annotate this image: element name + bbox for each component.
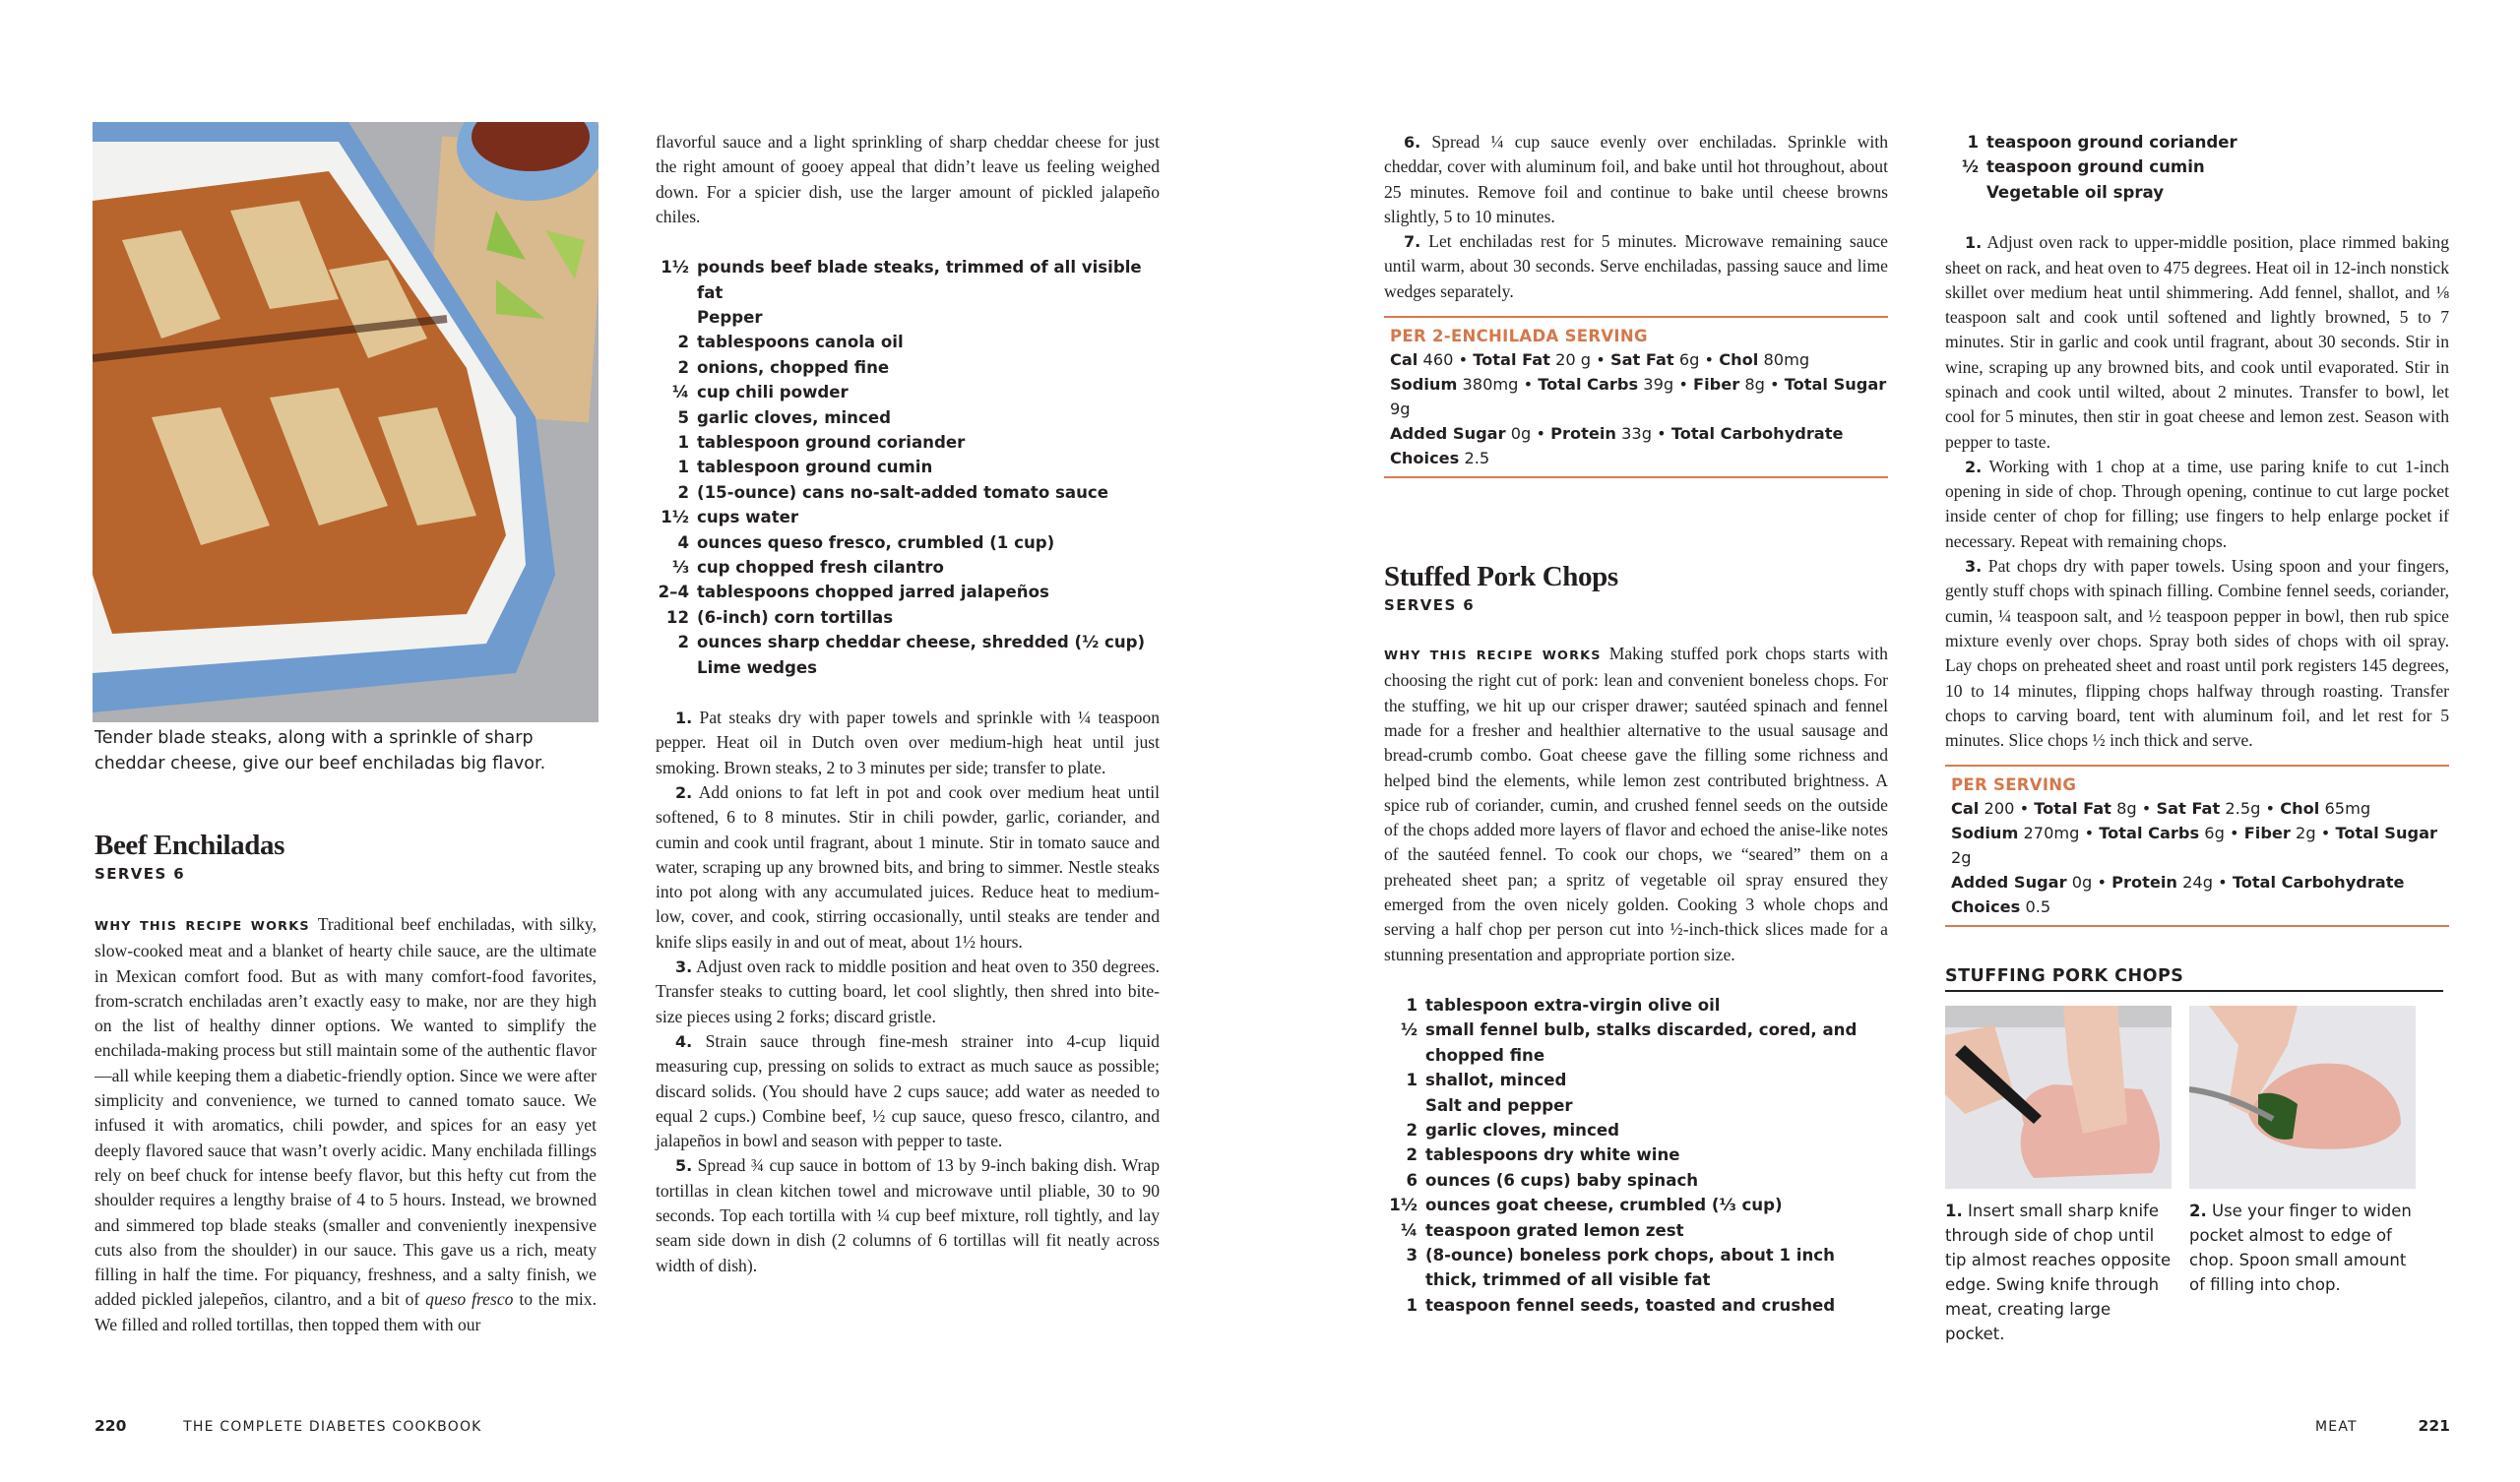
step-text: Let enchiladas rest for 5 minutes. Microwave remaining sauce until warm, about 30 seconds. Serve enchiladas, passing sauce and lime wedges separately. [1384, 231, 1888, 301]
step-text: Pat chops dry with paper towels. Using spoon and your fingers, gently stuff chops with spinach filling. Combine fennel seeds, coriander, cumin, ¼ teaspoon salt, and ½ teaspoon pepper in bowl, then rub spice mixture evenly over chops. Spray both sides of chops with oil spray. Lay chops on preheated sheet and roast until pork registers 145 degrees, 10 to 14 minutes, flipping chops halfway through roasting. Transfer chops to carving board, tent with aluminum foil, and let rest for 5 minutes. Slice chops ½ inch thick and serve. [1945, 556, 2449, 751]
ingredient-quantity: 1 [677, 433, 689, 453]
ingredient-item [1384, 1093, 1888, 1118]
step-text: Working with 1 chop at a time, use paring knife to cut 1-inch opening in side of chop. Through opening, continue to cut large pocket inside center of chop for filling; use fingers to help enlarge pocket if necessary. Repeat with remaining chops. [1945, 456, 2449, 551]
nutrition-heading: PER 2-ENCHILADA SERVING [1390, 327, 1648, 346]
ingredient-text: tablespoon ground coriander [697, 433, 966, 453]
ingredient-quantity [1384, 1093, 1425, 1118]
step-photos [1945, 1006, 2443, 1346]
ingredient-text: teaspoon ground coriander [1986, 133, 2237, 152]
ingredient-quantity: 5 [677, 407, 689, 427]
ingredient-quantity: 3 [1406, 1246, 1418, 1265]
step-number: 3. [1965, 557, 1983, 577]
ingredient-text: garlic cloves, minced [697, 407, 891, 427]
method-step [1945, 554, 2449, 753]
step-photo-2 [2189, 1006, 2416, 1346]
sidebar-title: STUFFING PORK CHOPS [1945, 966, 2443, 992]
why-this-recipe-works: WHY THIS RECIPE WORKS Making stuffed pork chops starts with choosing the right cut of pork: lean and convenient boneless chops. For the stuffing, we hit up our crisper drawer; sautéed spinach and fennel made for a fresher and healthier alternative to the usual sausage and bread-crumb combo. Goat cheese gave the filling some richness and helped bind the elements, while lemon zest contributed brightness. A spice rub of coriander, cumin, and crushed fennel seeds on the outside of the chops added more layers of flavor and echoed the anise-like notes of the sautéed fennel. To cook our chops, we “seared” them on a preheated sheet pan; a spritz of vegetable oil spray ensured they emerged from the oven nicely golden. Cooking 3 whole chops and serving a half chop per person cut into ½-inch-thick slices made for a stunning presentation and appropriate portion size. [1384, 644, 1888, 964]
step-number: 4. [675, 1031, 693, 1051]
nutrient-label: Total Fat [1473, 350, 1550, 370]
nutrition-line [1390, 372, 1888, 421]
nutrient-value: 20 g [1555, 350, 1592, 370]
bullet-separator: • [1591, 350, 1610, 370]
method-step [1945, 230, 2449, 455]
ingredient-quantity: 1 [1967, 133, 1979, 152]
serves-label: SERVES 6 [94, 865, 186, 883]
method-steps [1945, 230, 2449, 753]
ingredient-quantity: 2 [677, 633, 689, 652]
nutrient-value: 2.5 [1464, 449, 1490, 468]
step-number: 1. [1965, 233, 1983, 253]
ingredient-item [1384, 1142, 1888, 1167]
nutrient-label: Fiber [2243, 824, 2291, 843]
enchiladas-photo [93, 122, 598, 722]
ingredient-quantity: ⅓ [671, 558, 689, 578]
step-number: 2. [675, 782, 693, 802]
ingredient-item [656, 530, 1160, 555]
step-text: Pat steaks dry with paper towels and sprinkle with ¼ teaspoon pepper. Heat oil in Dutch oven over medium-high heat until just smoking. Brown steaks, 2 to 3 minutes per side; transfer to plate. [656, 708, 1160, 777]
ingredient-quantity: 4 [677, 532, 689, 552]
ingredient-quantity: 1 [1406, 995, 1418, 1015]
method-step [656, 1029, 1160, 1153]
nutrient-value: 0g [1510, 424, 1532, 444]
nutrient-label: Sodium [1951, 824, 2019, 843]
nutrient-label: Sat Fat [2156, 799, 2221, 819]
method-steps-continued [1384, 130, 1888, 304]
step-number: 2. [1965, 457, 1983, 476]
bullet-separator: • [2212, 873, 2233, 893]
stuffing-chop-photo [2189, 1006, 2416, 1189]
running-head: THE COMPLETE DIABETES COOKBOOK [183, 1419, 482, 1435]
ingredient-quantity: 1 [1406, 1071, 1418, 1090]
nutrition-line [1951, 796, 2449, 821]
nutrient-label: Fiber [1693, 375, 1740, 395]
bullet-separator: • [2079, 824, 2100, 843]
ingredient-quantity: 12 [665, 607, 689, 627]
nutrition-line [1390, 421, 1888, 470]
nutrient-value: 8g [1744, 375, 1765, 395]
nutrient-value: 0.5 [2025, 897, 2051, 917]
ingredient-item [656, 630, 1160, 654]
ingredient-quantity [656, 655, 697, 680]
ingredient-item [1945, 180, 2449, 205]
bullet-separator: • [2224, 824, 2244, 843]
step-text: Spread ¾ cup sauce in bottom of 13 by 9-inch baking dish. Wrap tortillas in clean kitchen towel and microwave until pliable, 30 to 90 seconds. Top each tortilla with ¼ cup beef mixture, roll tightly, and lay seam side down in dish (2 columns of 6 tortillas will fit neatly across width of dish). [656, 1155, 1160, 1275]
nutrition-line [1390, 347, 1888, 372]
nutrition-box-enchiladas [1384, 316, 1888, 478]
ingredient-quantity: 2 [677, 482, 689, 502]
ingredient-item [656, 305, 1160, 330]
section-name: MEAT [2315, 1419, 2358, 1435]
method-step [1384, 130, 1888, 229]
ingredient-text: teaspoon ground cumin [1986, 157, 2205, 177]
bullet-separator: • [1518, 375, 1539, 395]
nutrient-label: Total Carbohydrate Choices [1390, 424, 1844, 468]
ingredient-text: pounds beef blade steaks, trimmed of all visible fat [697, 258, 1142, 302]
nutrient-label: Sodium [1390, 375, 1458, 395]
ingredient-text: Lime wedges [697, 657, 818, 677]
ingredient-text: teaspoon grated lemon zest [1425, 1220, 1684, 1240]
ingredient-text: Vegetable oil spray [1986, 182, 2165, 202]
nutrient-value: 24g [2182, 873, 2213, 893]
ingredient-quantity: 1½ [661, 258, 689, 278]
method-step [656, 955, 1160, 1029]
ingredient-text: ounces queso fresco, crumbled (1 cup) [697, 532, 1055, 552]
nutrient-label: Total Carbohydrate Choices [1951, 873, 2405, 917]
ingredient-text: teaspoon fennel seeds, toasted and crushed [1425, 1295, 1836, 1315]
bullet-separator: • [2136, 799, 2157, 819]
stuffing-pork-chops-sidebar [1945, 966, 2449, 1346]
ingredient-text: (8-ounce) boneless pork chops, about 1 inch thick, trimmed of all visible fat [1425, 1246, 1835, 1290]
ingredient-item [656, 380, 1160, 404]
nutrient-label: Added Sugar [1951, 873, 2067, 893]
ingredient-item [1384, 1018, 1888, 1068]
method-step [656, 706, 1160, 780]
nutrient-value: 2.5g [2225, 799, 2261, 819]
nutrition-line [1951, 821, 2449, 870]
step-text: Strain sauce through fine-mesh strainer into 4-cup liquid measuring cup, pressing on solids to extract as much sauce as possible; discard solids. (You should have 2 cups sauce; add water as needed to equal 2 cups.) Combine beef, ½ cup sauce, queso fresco, cilantro, and jalapeños in bowl and season with pepper to taste. [656, 1030, 1160, 1151]
nutrient-label: Total Carbs [2099, 824, 2200, 843]
step-number: 3. [675, 957, 693, 977]
nutrient-label: Cal [1390, 350, 1418, 370]
nutrient-value: 9g [1390, 400, 1411, 419]
step-number: 5. [675, 1156, 693, 1176]
why-this-recipe-works: WHY THIS RECIPE WORKS Traditional beef enchiladas, with silky, slow-cooked meat and a blanket of hearty chile sauce, are the ultimate in Mexican comfort food. But as with many comfort-food favorites, from-scratch enchiladas aren’t exactly easy to make, nor are they high on the list of healthy dinner options. We wanted to simplify the enchilada-making process but still maintain some of the authentic flavor—all while keeping them a diabetic-friendly option. Since we were after simplicity and convenience, we turned to canned tomato sauce. We infused it with aromatics, chili powder, and spices for an easy yet deeply flavored sauce that wasn’t overly acidic. Many enchilada fillings rely on beef chuck for intense beefy flavor, but this hefty cut from the shoulder requires a lengthy braise of 4 to 5 hours. Instead, we browned and simmered top blade steaks (smaller and conveniently inexpensive cuts also from the shoulder) in our sauce. This gave us a rich, meaty filling in half the time. For piquancy, freshness, and a salty finish, we added pickled jalepeños, cilantro, and a bit of queso fresco to the mix. We filled and rolled tortillas, then topped them with our [94, 914, 597, 1334]
nutrient-value: 39g [1643, 375, 1674, 395]
ingredient-list-continued [1945, 130, 2449, 205]
ingredient-text: ounces goat cheese, crumbled (⅓ cup) [1425, 1196, 1783, 1215]
ingredient-quantity: ¼ [671, 383, 689, 402]
bullet-separator: • [1764, 375, 1785, 395]
right-column-1 [1384, 130, 1888, 1318]
step-text: Adjust oven rack to middle position and heat oven to 350 degrees. Transfer steaks to cutting board, let cool slightly, then shred into bite-size pieces using 2 forks; discard gristle. [656, 957, 1160, 1026]
ingredient-text: Pepper [697, 308, 763, 327]
nutrient-value: 200 [1984, 799, 2015, 819]
nutrient-label: Total Fat [2034, 799, 2111, 819]
bullet-separator: • [2315, 824, 2336, 843]
ingredient-text: Salt and pepper [1425, 1095, 1573, 1115]
why-label: WHY THIS RECIPE WORKS [94, 919, 310, 934]
nutrient-value: 80mg [1763, 350, 1810, 370]
ingredient-item [656, 555, 1160, 580]
page-number: 220 [94, 1417, 127, 1435]
ingredient-quantity: ¼ [1400, 1220, 1418, 1240]
ingredient-text: ounces sharp cheddar cheese, shredded (½ cup) [697, 633, 1146, 652]
why-label: WHY THIS RECIPE WORKS [1384, 648, 1602, 664]
ingredient-item [656, 455, 1160, 479]
nutrient-value: 380mg [1462, 375, 1519, 395]
ingredient-text: tablespoons dry white wine [1425, 1145, 1680, 1165]
bullet-separator: • [2092, 873, 2112, 893]
step-caption-2: 2. Use your finger to widen pocket almost to edge of chop. Spoon small amount of filling into chop. [2189, 1202, 2412, 1295]
ingredient-item [1384, 1068, 1888, 1092]
ingredient-item [656, 430, 1160, 455]
nutrition-box-pork [1945, 765, 2449, 927]
ingredient-item [656, 505, 1160, 529]
ingredient-list [656, 255, 1160, 680]
ingredient-text: small fennel bulb, stalks discarded, cored, and chopped fine [1425, 1020, 1858, 1065]
ingredient-text: tablespoons chopped jarred jalapeños [697, 583, 1049, 602]
recipe-title: Stuffed Pork Chops [1384, 561, 1618, 593]
nutrient-label: Protein [1550, 424, 1616, 444]
ingredient-item [1945, 130, 2449, 154]
nutrient-value: 0g [2071, 873, 2093, 893]
nutrient-label: Total Sugar [1784, 375, 1887, 395]
nutrient-label: Total Carbs [1538, 375, 1639, 395]
nutrient-value: 270mg [2023, 824, 2080, 843]
nutrient-label: Added Sugar [1390, 424, 1506, 444]
ingredient-text: tablespoon extra-virgin olive oil [1425, 995, 1721, 1015]
nutrient-label: Cal [1951, 799, 1980, 819]
method-step [1384, 229, 1888, 304]
nutrient-label: Sat Fat [1609, 350, 1674, 370]
ingredient-quantity: 1 [677, 458, 689, 477]
nutrient-value: 6g [1678, 350, 1700, 370]
nutrient-value: 6g [2204, 824, 2225, 843]
ingredient-quantity [1945, 180, 1986, 205]
ingredient-quantity: 1½ [661, 508, 689, 527]
ingredient-quantity: 6 [1406, 1170, 1418, 1190]
bullet-separator: • [1531, 424, 1551, 444]
page-number: 221 [2418, 1417, 2450, 1435]
nutrition-heading: PER SERVING [1951, 775, 2077, 795]
ingredient-item [656, 480, 1160, 505]
method-step [656, 780, 1160, 955]
ingredient-quantity: 1½ [1389, 1196, 1418, 1215]
ingredient-quantity: ½ [1961, 157, 1979, 177]
ingredient-text: garlic cloves, minced [1425, 1120, 1619, 1140]
nutrient-label: Total Sugar [2335, 824, 2437, 843]
step-number: 7. [1404, 232, 1421, 252]
ingredient-text: ounces (6 cups) baby spinach [1425, 1170, 1699, 1190]
beef-enchiladas-intro [94, 830, 597, 1337]
ingredient-text: shallot, minced [1425, 1071, 1567, 1090]
bullet-separator: • [1651, 424, 1671, 444]
ingredient-quantity: 1 [1406, 1295, 1418, 1315]
ingredient-text: onions, chopped fine [697, 357, 890, 377]
nutrient-value: 33g [1621, 424, 1652, 444]
nutrient-value: 2g [2296, 824, 2316, 843]
ingredient-text: cup chopped fresh cilantro [697, 558, 944, 578]
bullet-separator: • [1673, 375, 1694, 395]
method-step [656, 1153, 1160, 1277]
ingredient-quantity: 2–4 [658, 583, 689, 602]
ingredient-item [1384, 1243, 1888, 1293]
ingredient-item [656, 605, 1160, 630]
ingredient-text: cup chili powder [697, 383, 849, 402]
footer-left [94, 1417, 482, 1436]
nutrition-line [1951, 870, 2449, 919]
step-number: 1. [675, 709, 693, 728]
ingredient-quantity: 2 [1406, 1120, 1418, 1140]
ingredient-text: tablespoon ground cumin [697, 458, 933, 477]
step-text: Add onions to fat left in pot and cook over medium heat until softened, 6 to 8 minutes. Stir in chili powder, garlic, coriander, and cumin and cook until fragrant, about 1 minute. Stir in tomato sauce and water, scraping up any browned bits, and bring to simmer. Nestle steaks into pot along with any accumulated juices. Reduce heat to medium-low, cover, and cook, stirring occasionally, until steaks are tender and knife slips easily in and out of meat, about 1½ hours. [656, 781, 1160, 952]
nutrient-value: 2g [1951, 848, 1972, 868]
ingredient-text: (6-inch) corn tortillas [697, 607, 894, 627]
method-step [1945, 455, 2449, 554]
nutrient-label: Chol [2280, 799, 2320, 819]
step-text: Adjust oven rack to upper-middle position, place rimmed baking sheet on rack, and heat oven to 475 degrees. Heat oil in 12-inch nonstick skillet over medium heat until shimmering. Add fennel, shallot, and ⅛ teaspoon salt and cook until softened and lightly browned, 5 to 7 minutes. Stir in garlic and cook until fragrant, about 30 seconds. Stir in wine, scraping up any browned bits, and cook until evaporated. Stir in spinach and cook until wilted, about 2 minutes. Transfer to bowl, let cool for 5 minutes, then stir in goat cheese and lemon zest. Season with pepper to taste. [1945, 232, 2449, 452]
step-photo-1 [1945, 1006, 2172, 1346]
ingredient-quantity: ½ [1400, 1020, 1418, 1040]
step-text: Spread ¼ cup sauce evenly over enchiladas. Sprinkle with cheddar, cover with aluminum foil, and bake until hot throughout, about 25 minutes. Remove foil and continue to bake until cheese browns slightly, 5 to 10 minutes. [1384, 132, 1888, 226]
ingredient-item [1384, 1218, 1888, 1243]
bullet-separator: • [1699, 350, 1720, 370]
ingredient-quantity: 2 [1406, 1145, 1418, 1165]
ingredient-item [656, 655, 1160, 680]
stuffed-pork-chops-header [1384, 561, 1888, 614]
step-number: 6. [1404, 133, 1421, 152]
serves-label: SERVES 6 [1384, 596, 1476, 615]
nutrient-label: Chol [1719, 350, 1759, 370]
why-text-continued: flavorful sauce and a light sprinkling of sharp cheddar cheese for just the right amount of gooey appeal that didn’t leave us feeling weighed down. For a spicier dish, use the larger amount of pickled jalapeño chiles. [656, 132, 1160, 226]
nutrient-label: Protein [2111, 873, 2177, 893]
bullet-separator: • [2014, 799, 2035, 819]
ingredient-text: tablespoons canola oil [697, 333, 904, 352]
ingredient-text: cups water [697, 508, 799, 527]
ingredient-item [656, 255, 1160, 305]
ingredient-item [1384, 1293, 1888, 1318]
ingredient-quantity: 2 [677, 333, 689, 352]
ingredient-item [656, 405, 1160, 430]
footer-right [2315, 1417, 2450, 1436]
nutrient-value: 8g [2116, 799, 2137, 819]
ingredient-list [1384, 993, 1888, 1318]
photo-caption: Tender blade steaks, along with a sprinkle of sharp cheddar cheese, give our beef enchiladas big flavor. [94, 728, 546, 773]
bullet-separator: • [1453, 350, 1474, 370]
knife-cutting-chop-photo [1945, 1006, 2172, 1189]
nutrient-value: 460 [1422, 350, 1454, 370]
step-caption-1: 1. Insert small sharp knife through side of chop until tip almost reaches opposite edge. Swing knife through meat, creating large pocket. [1945, 1202, 2172, 1344]
bullet-separator: • [2260, 799, 2281, 819]
ingredient-item [656, 330, 1160, 354]
ingredient-item [1945, 154, 2449, 179]
method-steps [656, 706, 1160, 1278]
ingredient-text: (15-ounce) cans no-salt-added tomato sauce [697, 482, 1108, 502]
ingredient-item [656, 580, 1160, 604]
ingredient-item [1384, 993, 1888, 1018]
ingredient-quantity [656, 305, 697, 330]
ingredient-item [1384, 1118, 1888, 1142]
ingredient-item [656, 355, 1160, 380]
nutrient-value: 65mg [2324, 799, 2371, 819]
beef-enchiladas-column-2 [656, 130, 1160, 1278]
ingredient-item [1384, 1168, 1888, 1193]
recipe-title: Beef Enchiladas [94, 830, 284, 861]
ingredient-item [1384, 1193, 1888, 1217]
ingredient-quantity: 2 [677, 357, 689, 377]
right-column-2 [1945, 130, 2449, 1346]
